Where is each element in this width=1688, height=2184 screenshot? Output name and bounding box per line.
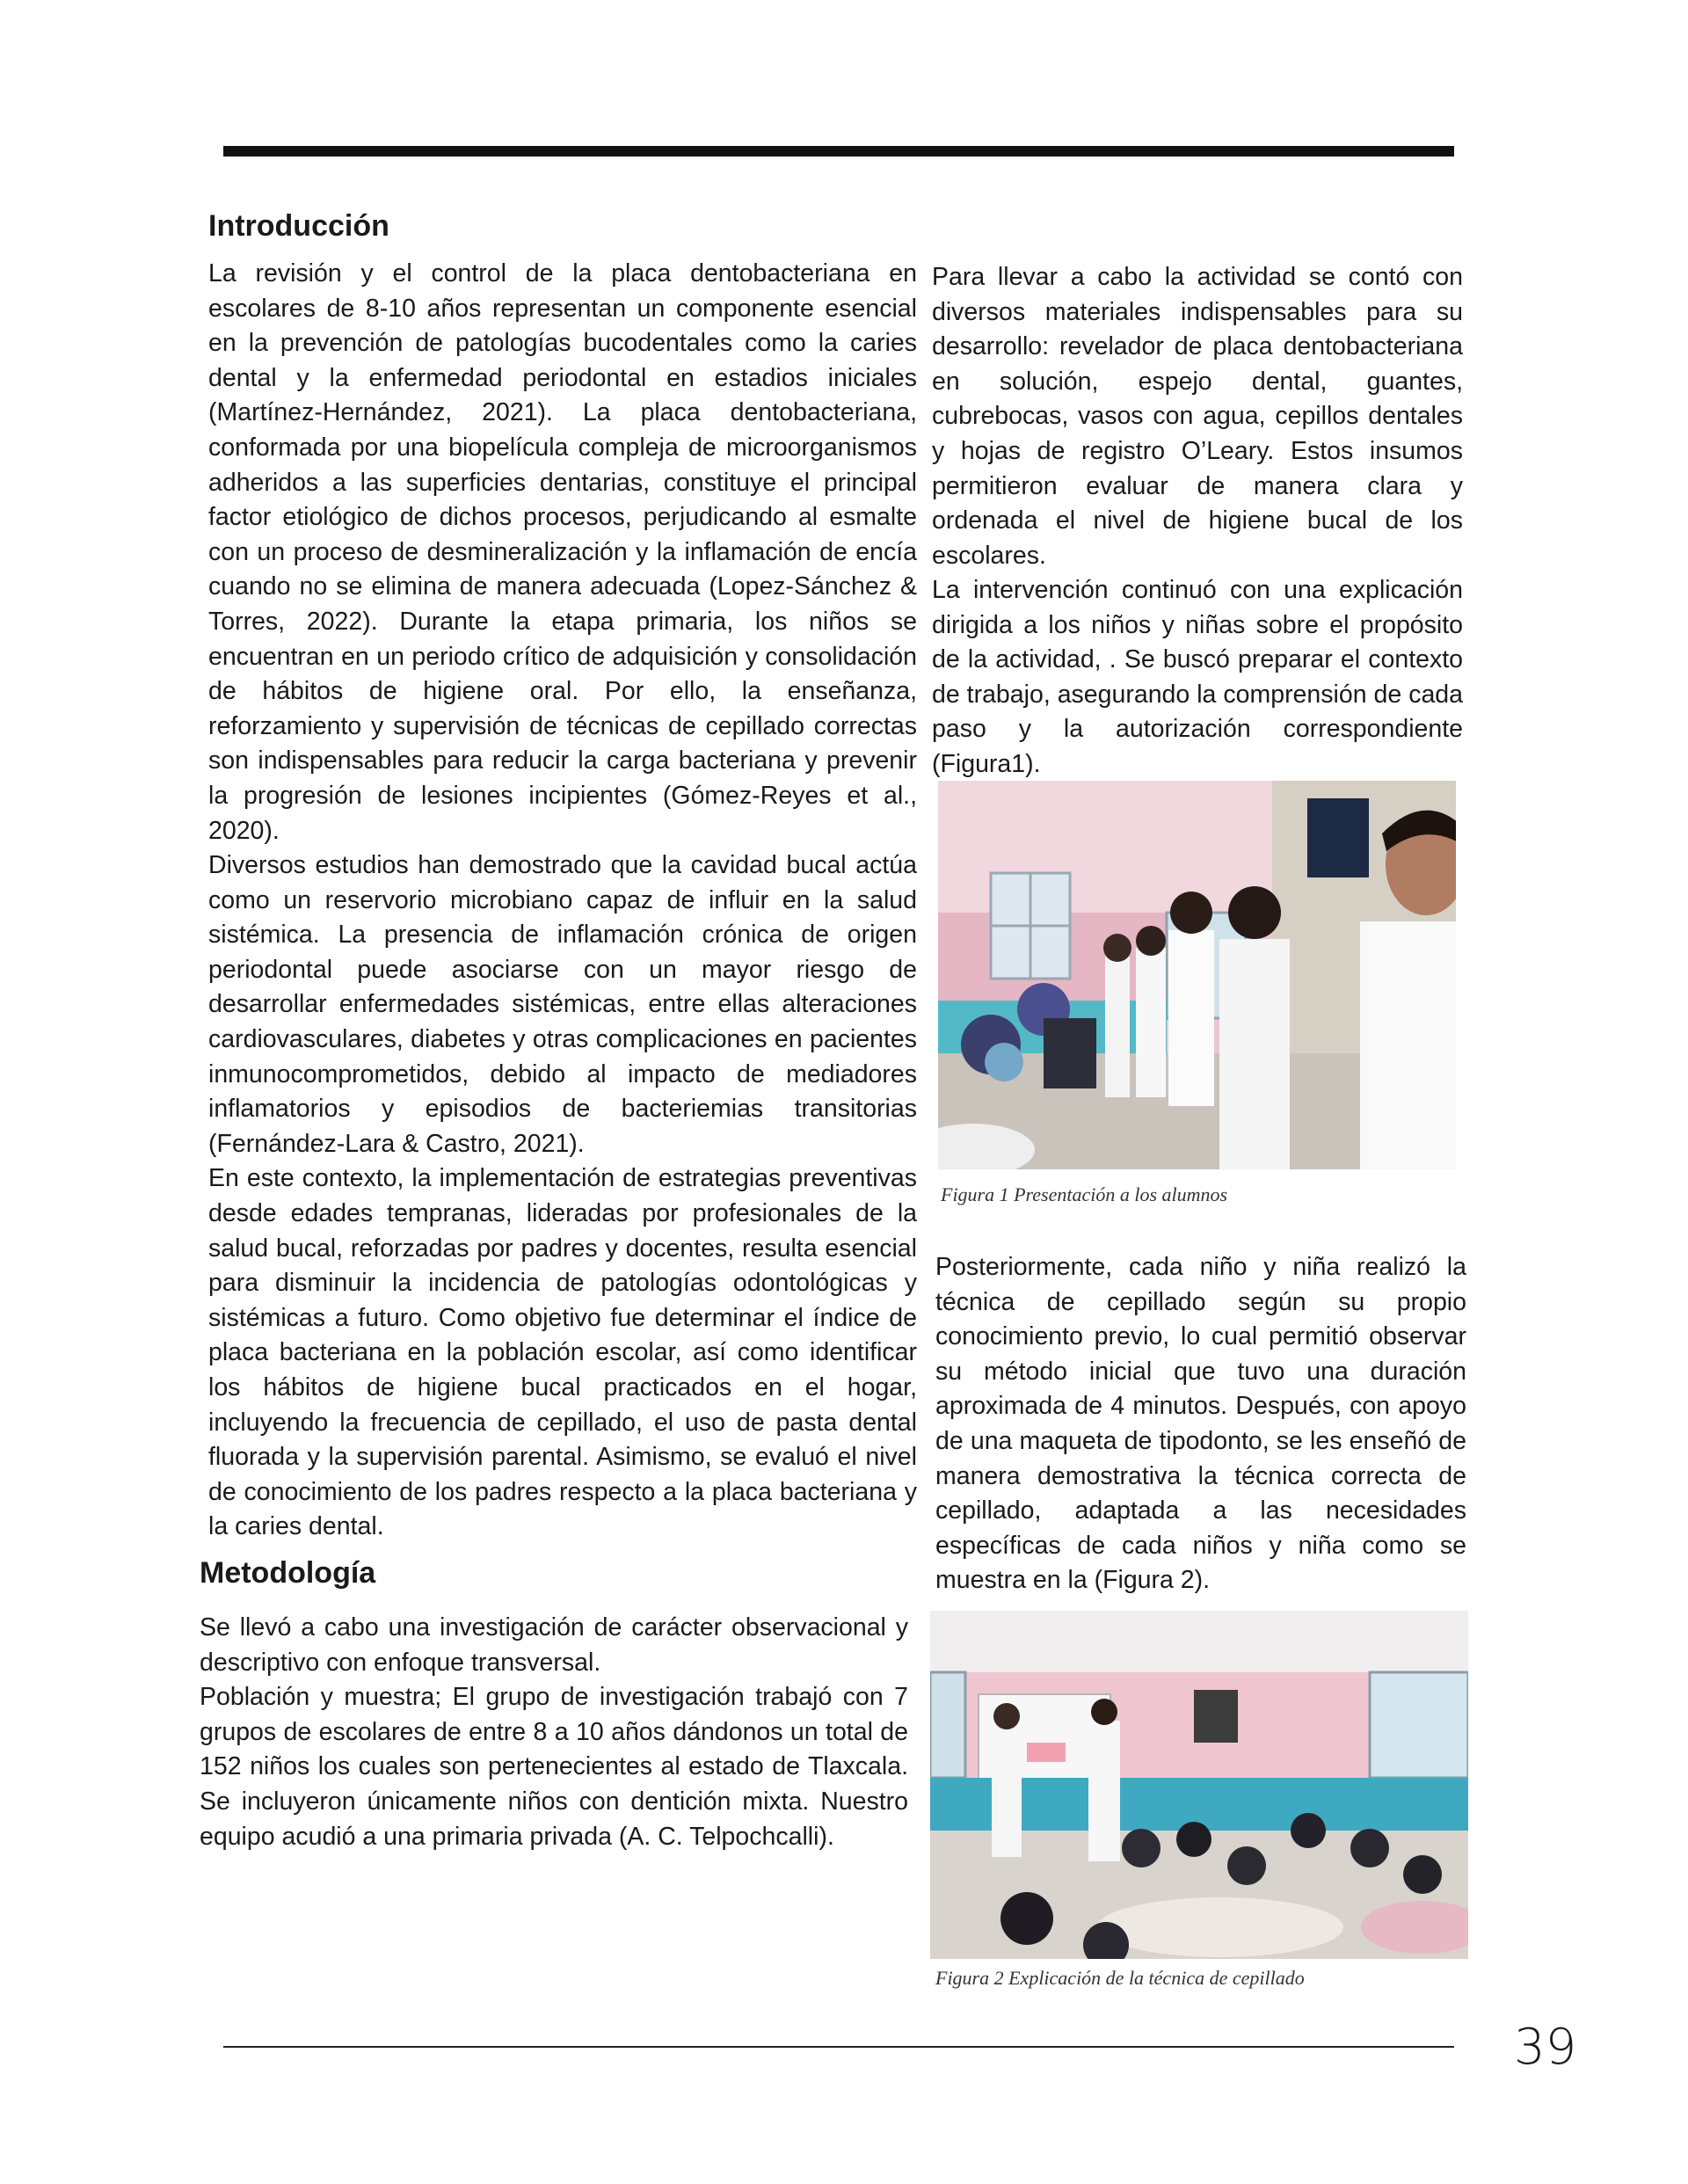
paragraph: En este contexto, la implementación de estrategias preventivas desde edades tempranas, lideradas por profesionales de la salud bucal, reforzadas por padres y docentes, resulta esencial para disminuir la incidencia de patologías odontológicas y sistémicas a futuro. Como objetivo fue determinar el índice de placa bacteriana en la población escolar, así como identificar los hábitos de higiene bucal practicados en el hogar, incluyendo la frecuencia de cepillado, el uso de pasta dental fluorada y la supervisión parental. Asimismo, se evaluó el nivel de conocimiento de los padres respecto a la placa bacteriana y la caries dental. [208,1164,917,1541]
page-number: 39 [1514,2019,1577,2076]
paragraph-tecnica [935,1250,1466,1598]
paragraph: Se llevó a cabo una investigación de carácter observacional y descriptivo con enfoque transversal. [200,1613,908,1677]
figure-2-caption: Figura 2 Explicación de la técnica de cepillado [935,1967,1305,1989]
introduccion-body [208,257,917,1545]
figure-1-caption: Figura 1 Presentación a los alumnos [941,1183,1228,1205]
brushing-demo-image [930,1611,1468,1959]
metodologia-body [200,1611,908,1854]
paragraph: La revisión y el control de la placa dentobacteriana en escolares de 8-10 años representan un componente esencial en la prevención de patologías bucodentales como la caries dental y la enfermedad periodontal en estadios iniciales (Martínez-Hernández, 2021). La placa dentobacteriana, conformada por una biopelícula compleja de microorganismos adheridos a las superficies dentarias, constituye el principal factor etiológico de dichos procesos, perjudicando al esmalte con un proceso de desmineralización y la inflamación de encía cuando no se elimina de manera adecuada (Lopez-Sánchez & Torres, 2022). Durante la etapa primaria, los niños se encuentran en un periodo crítico de adquisición y consolidación de hábitos de higiene oral. Por ello, la enseñanza, reforzamiento y supervisión de técnicas de cepillado correctas son indispensables para reducir la carga bacteriana y prevenir la progresión de lesiones incipientes (Gómez-Reyes et al., 2020). [208,259,917,845]
paragraph-intervencion [932,573,1463,783]
paragraph: Diversos estudios han demostrado que la cavidad bucal actúa como un reservorio microbiano capaz de influir en la salud sistémica. La presencia de inflamación crónica de origen periodontal puede asociarse con un mayor riesgo de desarrollar enfermedades sistémicas, entre ellas alteraciones cardiovasculares, diabetes y otras complicaciones en pacientes inmunocomprometidos, debido al impacto de mediadores inflamatorios y episodios de bacteriemias transitorias (Fernández-Lara & Castro, 2021). [208,851,917,1158]
paragraph: Para llevar a cabo la actividad se contó con diversos materiales indispensables para su desarrollo: revelador de placa dentobacteriana en solución, espejo dental, guantes, cubrebocas, vasos con agua, cepillos dentales y hojas de registro O’Leary. Estos insumos permitieron evaluar de manera clara y ordenada el nivel de higiene bucal de los escolares. [932,263,1463,570]
figure-2-photo [930,1611,1468,1959]
classroom-presentation-image [938,781,1456,1169]
bottom-rule [223,2046,1454,2048]
paragraph: Población y muestra; El grupo de investigación trabajó con 7 grupos de escolares de entre 8 a 10 años dándonos un total de 152 niños los cuales son pertenecientes al estado de Tlaxcala. Se incluyeron únicamente niños con dentición mixta. Nuestro equipo acudió a una primaria privada (A. C. Telpochcalli). [200,1683,908,1851]
paragraph: La intervención continuó con una explicación dirigida a los niños y niñas sobre el propósito de la actividad, . Se buscó preparar el contexto de trabajo, asegurando la comprensión de cada paso y la autorización correspondiente (Figura1). [932,576,1463,778]
top-rule [223,146,1454,157]
figure-1-photo [938,781,1456,1169]
section-heading-metodologia: Metodología [200,1556,376,1590]
paragraph: Posteriormente, cada niño y niña realizó la técnica de cepillado según su propio conocimiento previo, lo cual permitió observar su método inicial que tuvo una duración aproximada de 4 minutos. Después, con apoyo de una maqueta de tipodonto, se les enseñó de manera demostrativa la técnica correcta de cepillado, adaptada a las necesidades específicas de cada niños y niña como se muestra en la (Figura 2). [935,1253,1466,1595]
section-heading-introduccion: Introducción [208,209,389,243]
paragraph-materiales [932,260,1463,573]
